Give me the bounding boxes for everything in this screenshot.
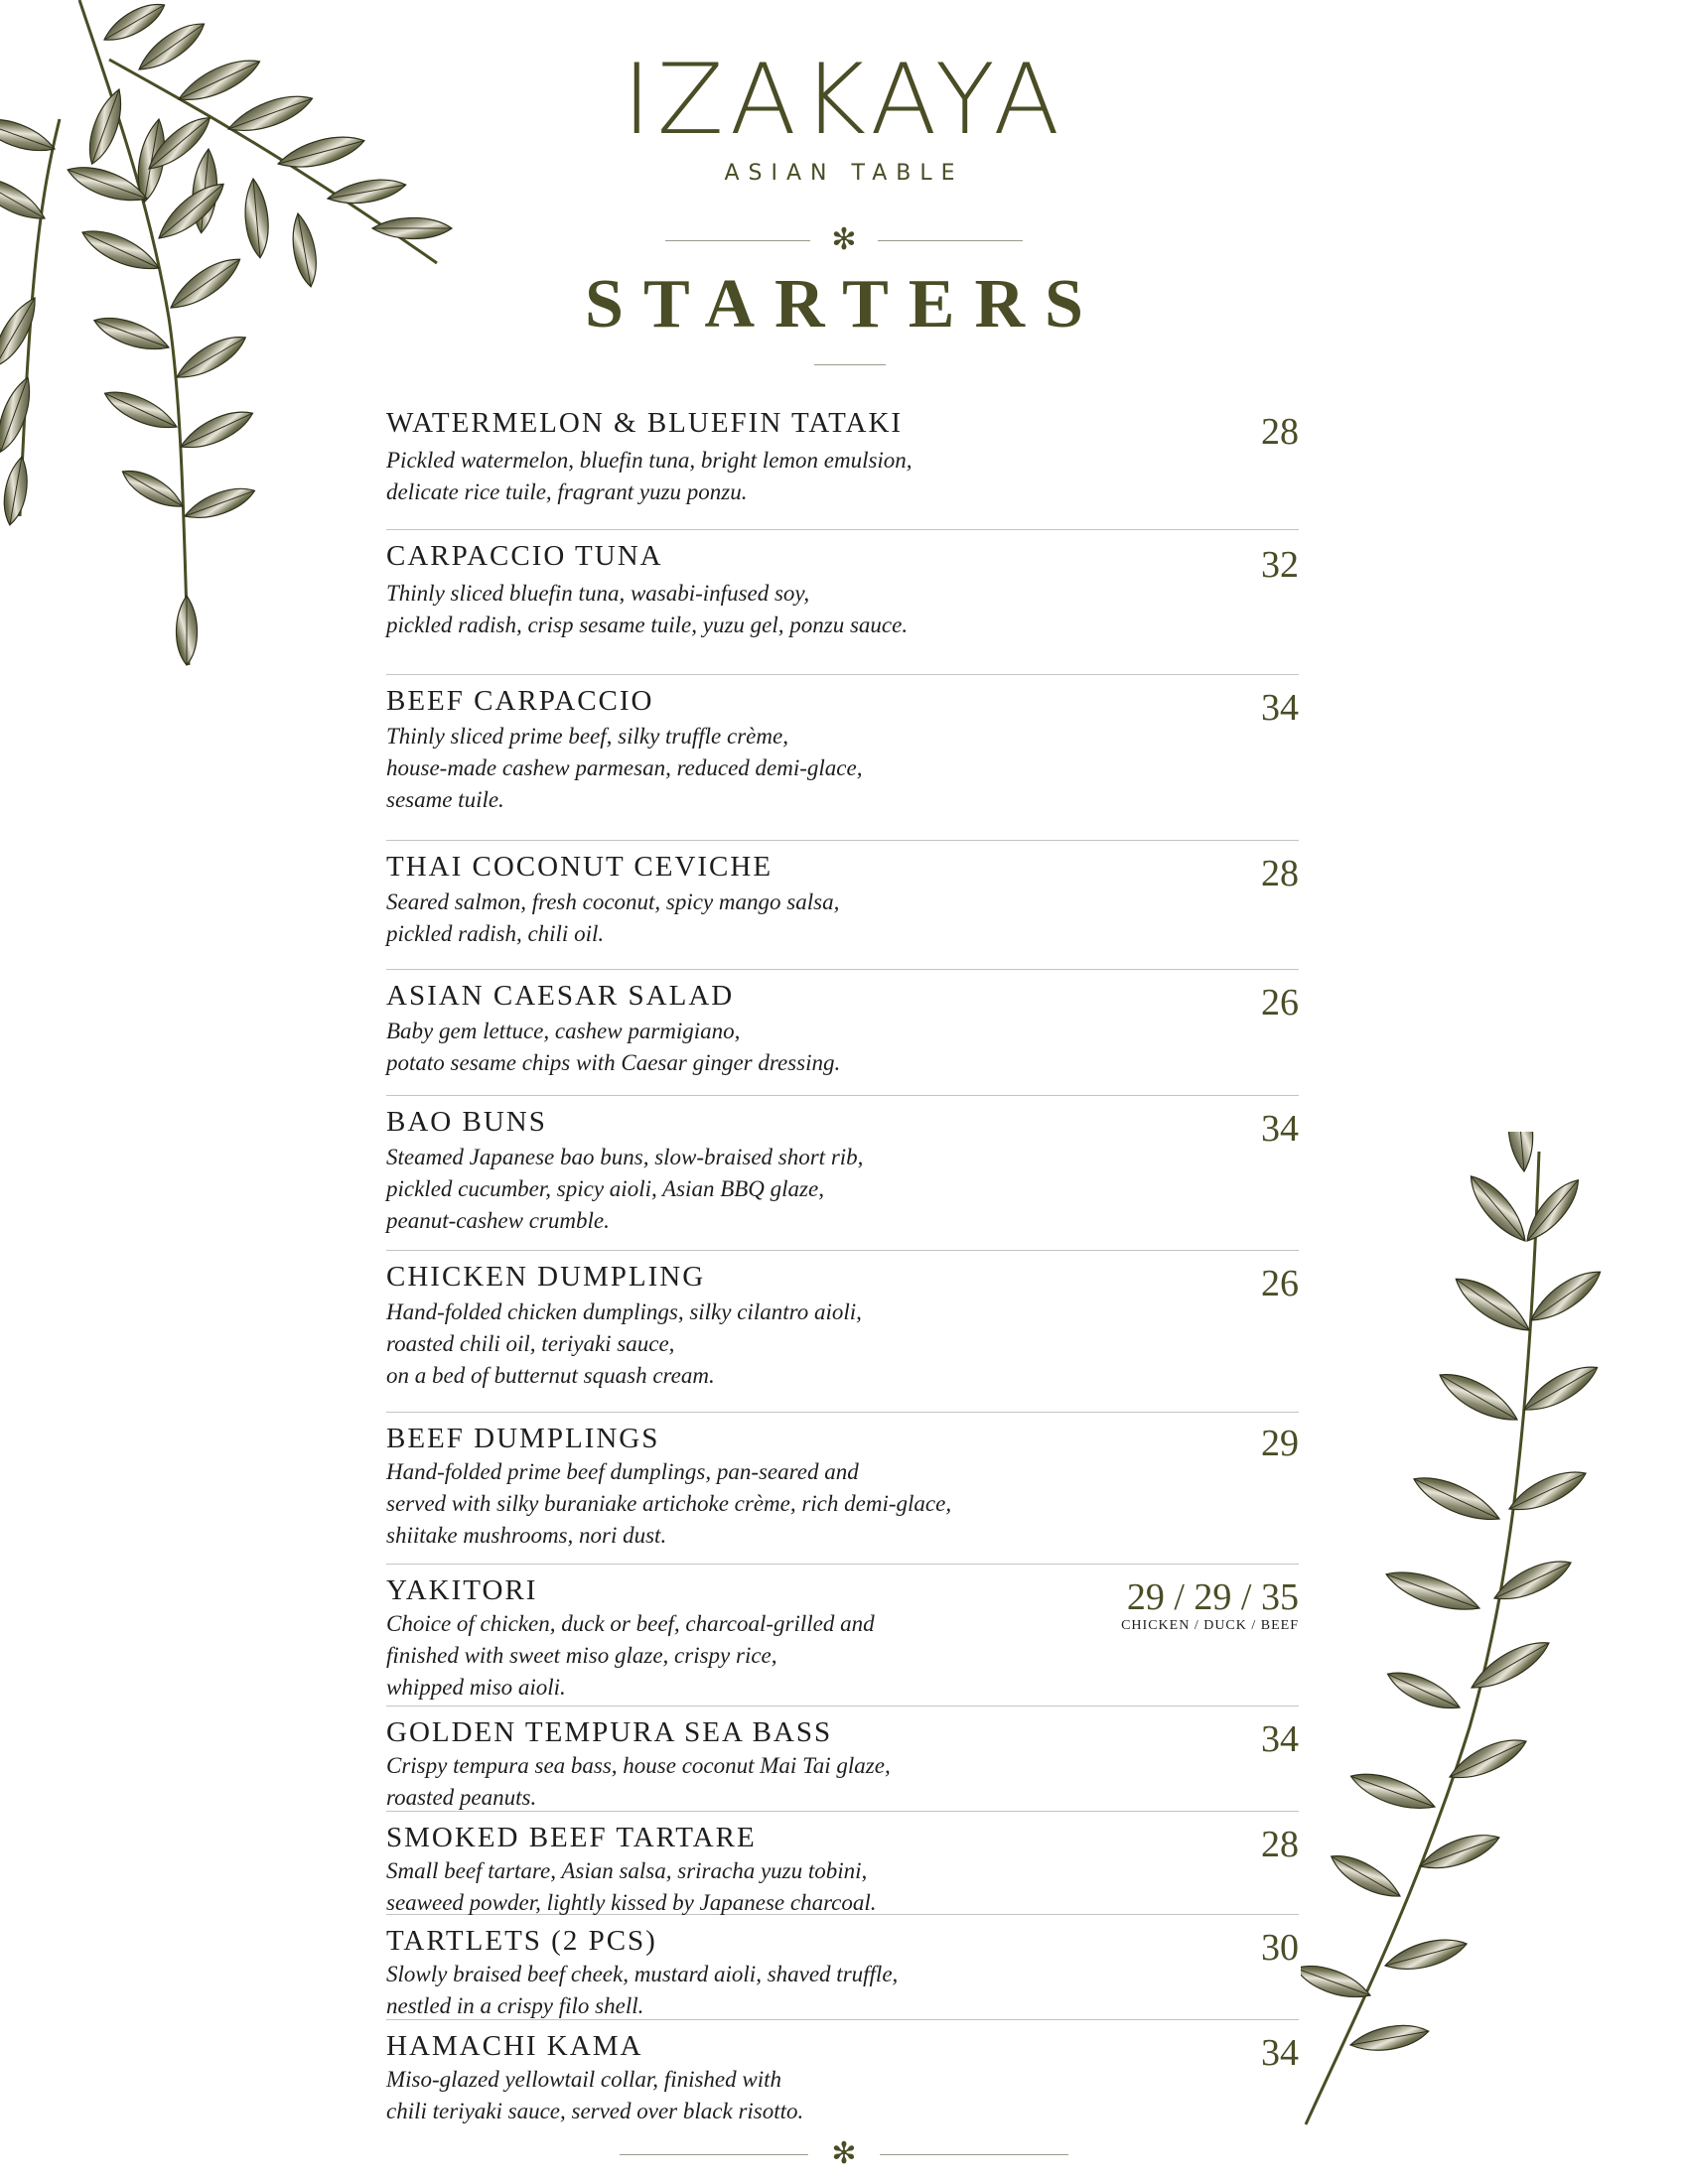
description-line: chili teriyaki sauce, served over black risotto. [386, 2099, 804, 2123]
description-line: pickled radish, crisp sesame tuile, yuzu gel, ponzu sauce. [386, 613, 909, 637]
description-line: pickled cucumber, spicy aioli, Asian BBQ glaze, [386, 1176, 824, 1201]
menu-item-description [386, 887, 1081, 950]
menu-item-name: GOLDEN TEMPURA SEA BASS [386, 1716, 833, 1748]
description-line: Choice of chicken, duck or beef, charcoal-grilled and [386, 1611, 875, 1636]
menu-item-name: HAMACHI KAMA [386, 2030, 643, 2062]
leaf-branch-top-left-icon [0, 0, 467, 685]
footer-ornament [0, 2134, 1688, 2174]
description-line: Crispy tempura sea bass, house coconut Mai Tai glaze, [386, 1753, 891, 1778]
asterisk-icon: ✻ [831, 222, 857, 257]
menu-item-price: 32 [1261, 544, 1299, 586]
menu-item-description [386, 1297, 1081, 1392]
menu-item-description [386, 1750, 1081, 1814]
title-divider [814, 364, 886, 365]
description-line: finished with sweet miso glaze, crispy rice, [386, 1643, 777, 1668]
leaf-icon [0, 373, 39, 456]
menu-item-price: 28 [1261, 411, 1299, 453]
description-line: whipped miso aioli. [386, 1675, 566, 1700]
menu-item-name: BEEF DUMPLINGS [386, 1423, 660, 1454]
menu-item-name: YAKITORI [386, 1574, 538, 1606]
menu-item-price-note: CHICKEN / DUCK / BEEF [1121, 1618, 1299, 1633]
description-line: Thinly sliced prime beef, silky truffle crème, [386, 724, 788, 749]
description-line: Thinly sliced bluefin tuna, wasabi-infused soy, [386, 581, 810, 606]
menu-item [386, 397, 1299, 530]
leaf-icon [0, 292, 45, 372]
menu-list [386, 397, 1299, 2129]
menu-item-description [386, 1608, 1081, 1704]
menu-item [386, 1251, 1299, 1413]
menu-item [386, 1413, 1299, 1565]
description-line: Pickled watermelon, bluefin tuna, bright lemon emulsion, [386, 448, 913, 473]
menu-item [386, 1812, 1299, 1915]
description-line: Hand-folded prime beef dumplings, pan-seared and [386, 1459, 859, 1484]
description-line: roasted chili oil, teriyaki sauce, [386, 1331, 675, 1356]
menu-item-price: 34 [1261, 1718, 1299, 1760]
description-line: Miso-glazed yellowtail collar, finished with [386, 2067, 782, 2092]
menu-item-price: 28 [1261, 853, 1299, 894]
description-line: peanut-cashew crumble. [386, 1208, 610, 1233]
menu-item-name: TARTLETS (2 PCS) [386, 1925, 657, 1957]
menu-item-name: CARPACCIO TUNA [386, 540, 663, 572]
ornament-line-right [878, 240, 1023, 241]
menu-item-description [386, 1959, 1081, 2022]
description-line: pickled radish, chili oil. [386, 921, 605, 946]
menu-item [386, 1565, 1299, 1706]
menu-item-name: THAI COCONUT CEVICHE [386, 851, 774, 883]
asterisk-icon: ✻ [831, 2136, 857, 2171]
menu-item [386, 841, 1299, 970]
description-line: seaweed powder, lightly kissed by Japanese charcoal. [386, 1890, 877, 1915]
menu-item-description [386, 1016, 1081, 1079]
menu-item-name: CHICKEN DUMPLING [386, 1261, 706, 1293]
ornament-line-right [880, 2154, 1068, 2155]
menu-item [386, 1096, 1299, 1251]
ornament-line-left [665, 240, 810, 241]
brand-logo: IZAKAYA [622, 44, 1066, 157]
menu-item-price: 29 [1261, 1423, 1299, 1464]
menu-item-description [386, 445, 1081, 508]
menu-item [386, 675, 1299, 841]
menu-item [386, 2020, 1299, 2129]
menu-item-name: WATERMELON & BLUEFIN TATAKI [386, 407, 904, 439]
menu-item-name: ASIAN CAESAR SALAD [386, 980, 735, 1012]
menu-item-price: 26 [1261, 982, 1299, 1024]
menu-item-price: 29 / 29 / 35 [1126, 1576, 1299, 1618]
menu-item-description [386, 1142, 1081, 1237]
menu-item-price: 26 [1261, 1263, 1299, 1304]
description-line: on a bed of butternut squash cream. [386, 1363, 715, 1388]
description-line: shiitake mushrooms, nori dust. [386, 1523, 667, 1548]
menu-item-name: BEEF CARPACCIO [386, 685, 654, 717]
menu-item-description [386, 578, 1081, 641]
menu-item-description [386, 721, 1081, 816]
description-line: Small beef tartare, Asian salsa, sriracha yuzu tobini, [386, 1858, 868, 1883]
brand-tagline: ASIAN TABLE [724, 161, 964, 186]
menu-item-price: 34 [1261, 687, 1299, 729]
section-title: STARTERS [585, 266, 1103, 342]
description-line: roasted peanuts. [386, 1785, 537, 1810]
menu-item-price: 28 [1261, 1824, 1299, 1865]
menu-item-price: 34 [1261, 1108, 1299, 1150]
menu-item [386, 1915, 1299, 2020]
menu-item-name: SMOKED BEEF TARTARE [386, 1822, 757, 1853]
leaf-icon [0, 111, 59, 160]
menu-item-price: 30 [1261, 1927, 1299, 1969]
leaf-branch-bottom-right-icon [1301, 1132, 1688, 2134]
ornament-line-left [620, 2154, 808, 2155]
description-line: house-made cashew parmesan, reduced demi-glace, [386, 755, 863, 780]
menu-item-description [386, 1855, 1081, 1919]
leaf-icon [1505, 1132, 1536, 1172]
description-line: delicate rice tuile, fragrant yuzu ponzu. [386, 479, 748, 504]
menu-item-description [386, 1456, 1081, 1552]
leaf-icon [99, 0, 170, 49]
description-line: served with silky buraniake artichoke crème, rich demi-glace, [386, 1491, 952, 1516]
description-line: potato sesame chips with Caesar ginger dressing. [386, 1050, 841, 1075]
description-line: Seared salmon, fresh coconut, spicy mango salsa, [386, 889, 840, 914]
menu-item [386, 530, 1299, 675]
description-line: Baby gem lettuce, cashew parmigiano, [386, 1019, 741, 1043]
menu-item-price: 34 [1261, 2032, 1299, 2074]
description-line: Slowly braised beef cheek, mustard aioli, shaved truffle, [386, 1962, 899, 1986]
description-line: sesame tuile. [386, 787, 504, 812]
menu-item-description [386, 2064, 1081, 2127]
description-line: Steamed Japanese bao buns, slow-braised short rib, [386, 1145, 864, 1169]
description-line: nestled in a crispy filo shell. [386, 1993, 644, 2018]
menu-item [386, 970, 1299, 1096]
description-line: Hand-folded chicken dumplings, silky cilantro aioli, [386, 1299, 862, 1324]
menu-item [386, 1706, 1299, 1812]
menu-item-name: BAO BUNS [386, 1106, 547, 1138]
